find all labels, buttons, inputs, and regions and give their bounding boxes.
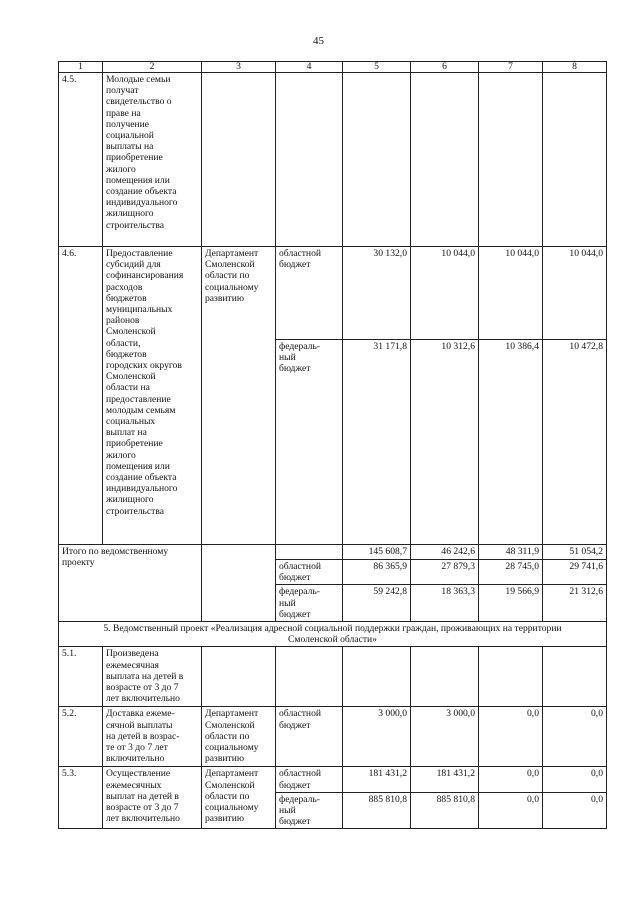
value-cell: 0,0 [479, 767, 543, 792]
column-header: 4 [276, 62, 343, 73]
table-row [59, 767, 607, 792]
value-cell: 0,0 [479, 792, 543, 829]
row-description: Произведена ежемесячная выплата на детей в возрасте от 3 до 7 лет включительно [103, 647, 202, 707]
section-title: 5. Ведомственный проект «Реализация адресной социальной поддержки граждан, проживающих на территории Смоленской области» [59, 622, 607, 647]
column-header: 1 [59, 62, 103, 73]
row-number: 5.2. [59, 707, 103, 767]
budget-table [58, 61, 607, 829]
value-cell: 46 242,6 [411, 545, 479, 560]
table-row [59, 247, 607, 340]
value-cell: 0,0 [543, 792, 607, 829]
empty-cell [276, 647, 343, 707]
table-row [59, 73, 607, 247]
budget-source: областной бюджет [276, 247, 343, 340]
value-cell: 885 810,8 [411, 792, 479, 829]
value-cell: 145 608,7 [343, 545, 411, 560]
value-cell: 59 242,8 [343, 585, 411, 622]
value-cell: 10 044,0 [543, 247, 607, 340]
budget-source: областной бюджет [276, 767, 343, 792]
executor: Департамент Смоленской области по социальному развитию [202, 247, 276, 545]
empty-cell [202, 647, 276, 707]
value-cell: 31 171,8 [343, 340, 411, 545]
row-number: 4.5. [59, 73, 103, 247]
total-row [59, 545, 607, 560]
budget-source: федераль- ный бюджет [276, 792, 343, 829]
empty-cell [543, 73, 607, 247]
table-row [59, 647, 607, 707]
page-number: 45 [313, 35, 324, 47]
value-cell: 181 431,2 [343, 767, 411, 792]
empty-cell [343, 73, 411, 247]
total-label: Итого по ведомственному проекту [59, 545, 202, 622]
value-cell: 29 741,6 [543, 560, 607, 585]
executor: Департамент Смоленской области по социальному развитию [202, 707, 276, 767]
value-cell: 28 745,0 [479, 560, 543, 585]
column-header: 3 [202, 62, 276, 73]
row-description: Осуществление ежемесячных выплат на детей в возрасте от 3 до 7 лет включительно [103, 767, 202, 829]
empty-cell [543, 647, 607, 707]
empty-cell [276, 545, 343, 560]
empty-cell [202, 545, 276, 622]
row-description: Предоставление субсидий для софинансирования расходов бюджетов муниципальных районов Смоленской области, бюджетов городских округов Смоленской области на предоставление молодым семьям социальных выплат на приобретение жилого помещения или создание объекта индивидуального жилищного строительства [103, 247, 202, 545]
value-cell: 10 044,0 [479, 247, 543, 340]
value-cell: 3 000,0 [343, 707, 411, 767]
value-cell: 10 386,4 [479, 340, 543, 545]
table-row [59, 707, 607, 767]
value-cell: 10 472,8 [543, 340, 607, 545]
empty-cell [411, 647, 479, 707]
budget-source: федераль- ный бюджет [276, 340, 343, 545]
budget-source: федераль- ный бюджет [276, 585, 343, 622]
section-heading-row [59, 622, 607, 647]
column-header: 6 [411, 62, 479, 73]
empty-cell [479, 647, 543, 707]
value-cell: 0,0 [543, 767, 607, 792]
value-cell: 27 879,3 [411, 560, 479, 585]
row-description: Молодые семьи получат свидетельство о праве на получение социальной выплаты на приобретение жилого помещения или создание объекта индивидуального жилищного строительства [103, 73, 202, 247]
value-cell: 181 431,2 [411, 767, 479, 792]
empty-cell [202, 73, 276, 247]
column-header: 2 [103, 62, 202, 73]
value-cell: 21 312,6 [543, 585, 607, 622]
column-header: 7 [479, 62, 543, 73]
value-cell: 18 363,3 [411, 585, 479, 622]
header-row [59, 62, 607, 73]
value-cell: 10 044,0 [411, 247, 479, 340]
row-description: Доставка ежеме- сячной выплаты на детей в возрас- те от 3 до 7 лет включительно [103, 707, 202, 767]
value-cell: 0,0 [543, 707, 607, 767]
value-cell: 10 312,6 [411, 340, 479, 545]
budget-source: областной бюджет [276, 560, 343, 585]
column-header: 8 [543, 62, 607, 73]
empty-cell [276, 73, 343, 247]
value-cell: 30 132,0 [343, 247, 411, 340]
value-cell: 19 566,9 [479, 585, 543, 622]
value-cell: 3 000,0 [411, 707, 479, 767]
row-number: 5.1. [59, 647, 103, 707]
value-cell: 86 365,9 [343, 560, 411, 585]
value-cell: 0,0 [479, 707, 543, 767]
empty-cell [479, 73, 543, 247]
value-cell: 48 311,9 [479, 545, 543, 560]
row-number: 4.6. [59, 247, 103, 545]
empty-cell [343, 647, 411, 707]
value-cell: 885 810,8 [343, 792, 411, 829]
executor: Департамент Смоленской области по социальному развитию [202, 767, 276, 829]
row-number: 5.3. [59, 767, 103, 829]
empty-cell [411, 73, 479, 247]
value-cell: 51 054,2 [543, 545, 607, 560]
budget-source: областной бюджет [276, 707, 343, 767]
column-header: 5 [343, 62, 411, 73]
